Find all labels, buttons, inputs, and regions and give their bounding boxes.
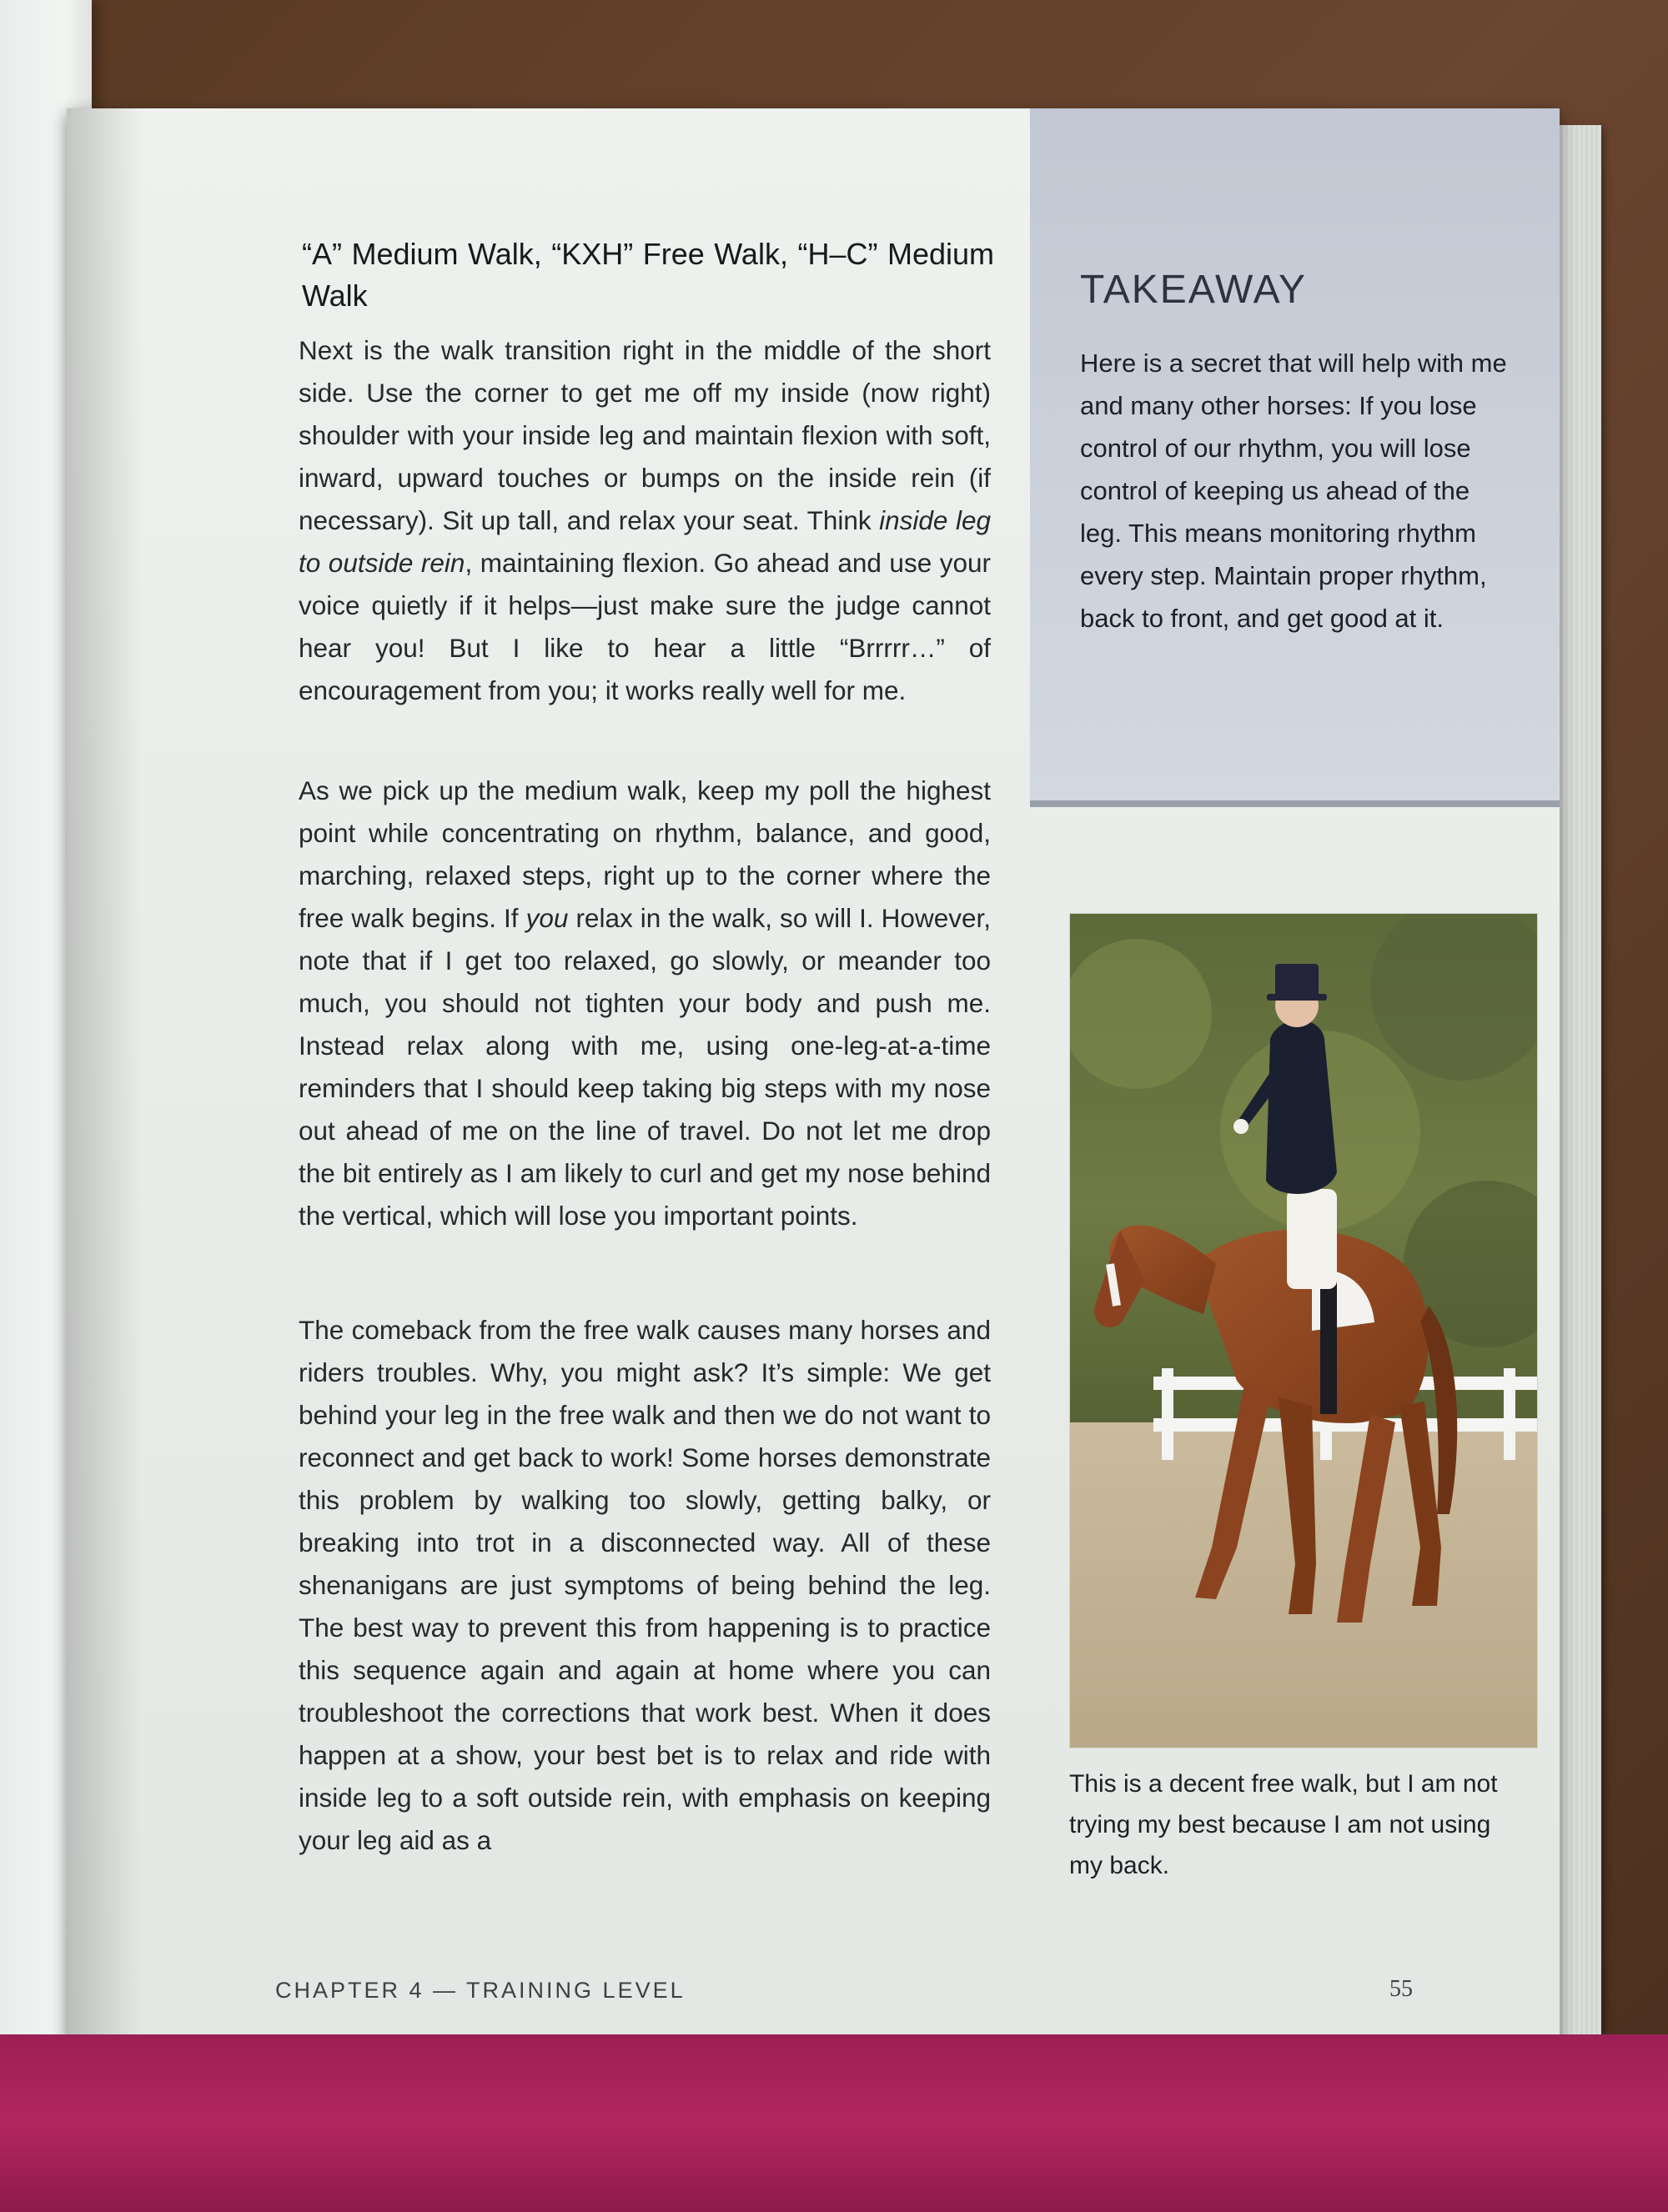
- book-page: [67, 108, 1560, 2126]
- paragraph-1-italic: inside leg to outside rein: [299, 505, 991, 578]
- takeaway-title: TAKEAWAY: [1080, 268, 1308, 312]
- gutter-shadow: [67, 108, 142, 2126]
- footer-chapter: CHAPTER 4 — TRAINING LEVEL: [275, 1978, 686, 2003]
- section-heading: “A” Medium Walk, “KXH” Free Walk, “H–C” Medium Walk: [302, 237, 994, 313]
- body-paragraph-1: [299, 329, 991, 712]
- page-number: 55: [1389, 1976, 1413, 2002]
- paragraph-2-italic: you: [525, 903, 569, 933]
- table-cloth: [0, 2034, 1668, 2212]
- paragraph-2-text-b: relax in the walk, so will I. However, note that if I get too relaxed, go slowly, or meander too much, you should not tighten your body and push me. Instead relax along with me, using one-leg-at-a-time reminders that I should keep taking big steps with my nose out ahead of me on the line of travel. Do not let me drop the bit entirely as I am likely to curl and get my nose behind the vertical, which will lose you important points.: [299, 903, 991, 1231]
- paragraph-2-text-a: As we pick up the medium walk, keep my poll the highest point while concentrating on rhythm, balance, and good, marching, relaxed steps, right up to the corner where the free walk begins. If: [299, 775, 991, 933]
- photo-caption: This is a decent free walk, but I am not trying my best because I am not using my back.: [1069, 1770, 1498, 1879]
- takeaway-box: [1030, 108, 1560, 807]
- body-paragraph-2: [299, 770, 991, 1237]
- paragraph-1-text-b: , maintaining flexion. Go ahead and use your voice quietly if it helps—just make sure the judge cannot hear you! But I like to hear a little “Brrrrr…” of encouragement from you; it works really well for me.: [299, 548, 992, 705]
- dressage-photo: [1069, 913, 1538, 1748]
- body-paragraph-3: The comeback from the free walk causes many horses and riders troubles. Why, you might ask? It’s simple: We get behind your leg in the free walk and then we do not want to reconnect and get back to work! Some horses demonstrate this problem by walking too slowly, getting balky, or breaking into trot in a disconnected way. All of these shenanigans are just symptoms of being behind the leg. The best way to prevent this from happening is to practice this sequence again and again at home where you can troubleshoot the corrections that work best. When it does happen at a show, your best bet is to relax and ride with inside leg to a soft outside rein, with emphasis on keeping your leg aid as a: [299, 1315, 991, 1855]
- paragraph-1-text-a: Next is the walk transition right in the middle of the short side. Use the corner to get me off my inside (now right) shoulder with your inside leg and maintain flexion with soft, inward, upward touches or bumps on the inside rein (if necessary). Sit up tall, and relax your seat. Think: [299, 335, 991, 535]
- takeaway-text: Here is a secret that will help with me and many other horses: If you lose control of our rhythm, you will lose control of keeping us ahead of the leg. This means monitoring rhythm every step. Maintain proper rhythm, back to front, and get good at it.: [1080, 349, 1507, 633]
